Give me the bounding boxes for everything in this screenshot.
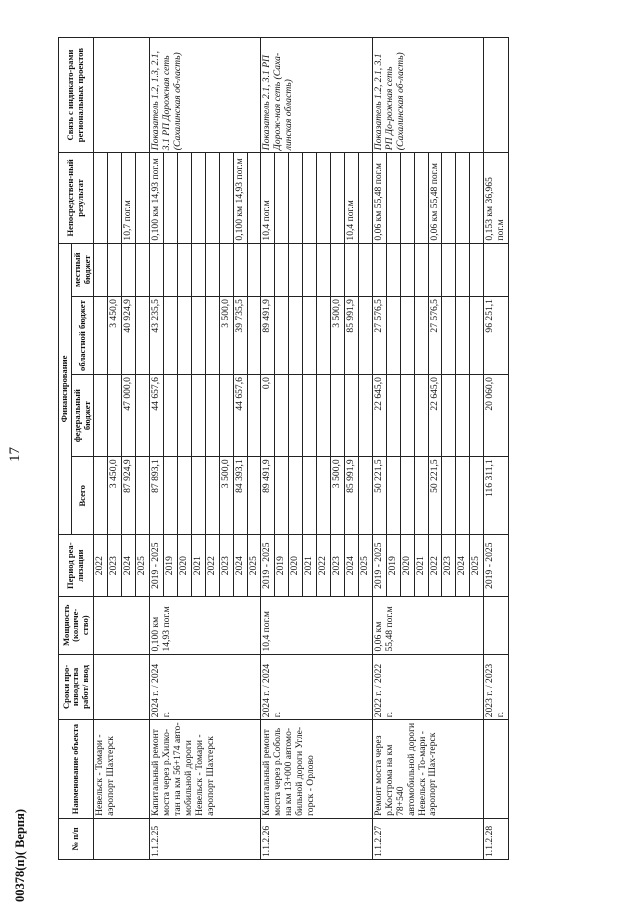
total-cell — [456, 457, 470, 535]
program-table — [58, 37, 509, 860]
federal-cell — [275, 375, 289, 457]
header-local: местный бюджет — [71, 243, 94, 296]
period-cell: 2022 — [317, 535, 331, 597]
header-period: Период реа-лизации — [59, 535, 94, 597]
object-link — [94, 38, 150, 153]
result-cell — [456, 153, 470, 243]
object-num: 1.1.2.25 — [150, 818, 261, 859]
regional-cell — [414, 297, 428, 375]
result-cell: 10,4 пог.м — [261, 153, 275, 243]
object-term: 2022 г. / 2022 г. — [372, 654, 483, 720]
result-cell — [164, 153, 178, 243]
total-cell — [442, 457, 456, 535]
total-cell — [164, 457, 178, 535]
table-row — [150, 38, 164, 860]
total-cell — [136, 457, 150, 535]
result-cell — [191, 153, 205, 243]
local-cell — [400, 243, 414, 296]
object-num — [94, 818, 150, 859]
object-term — [94, 654, 150, 720]
total-cell — [289, 457, 303, 535]
regional-cell: 3 500,0 — [331, 297, 345, 375]
local-cell — [372, 243, 386, 296]
local-cell — [344, 243, 358, 296]
object-link: Показатель 1.2, 1.3, 2.1, 3.1 РП Дорожная сеть (Сахалинская об-ласть) — [150, 38, 261, 153]
total-cell: 87 893,1 — [150, 457, 164, 535]
table-row — [261, 38, 275, 860]
local-cell — [386, 243, 400, 296]
federal-cell — [247, 375, 261, 457]
federal-cell — [136, 375, 150, 457]
result-cell: 10,4 пог.м — [344, 153, 358, 243]
period-cell: 2024 — [233, 535, 247, 597]
result-cell — [205, 153, 219, 243]
total-cell — [275, 457, 289, 535]
object-power — [484, 597, 509, 655]
total-cell — [358, 457, 372, 535]
result-cell: 0,100 км 14,93 пог.м — [233, 153, 247, 243]
table-row — [94, 38, 108, 860]
regional-cell — [317, 297, 331, 375]
total-cell — [400, 457, 414, 535]
federal-cell: 44 657,6 — [150, 375, 164, 457]
regional-cell — [275, 297, 289, 375]
federal-cell: 22 645,0 — [428, 375, 442, 457]
federal-cell: 22 645,0 — [372, 375, 386, 457]
local-cell — [456, 243, 470, 296]
total-cell: 50 221,5 — [428, 457, 442, 535]
regional-cell — [191, 297, 205, 375]
regional-cell — [205, 297, 219, 375]
federal-cell — [358, 375, 372, 457]
federal-cell — [94, 375, 108, 457]
federal-cell — [289, 375, 303, 457]
federal-cell — [442, 375, 456, 457]
local-cell — [261, 243, 275, 296]
local-cell — [233, 243, 247, 296]
regional-cell — [358, 297, 372, 375]
period-cell: 2019 — [386, 535, 400, 597]
total-cell: 50 221,5 — [372, 457, 386, 535]
total-cell — [470, 457, 484, 535]
regional-cell: 39 735,5 — [233, 297, 247, 375]
local-cell — [164, 243, 178, 296]
local-cell — [205, 243, 219, 296]
header-name: Наименование объекта — [59, 720, 94, 819]
period-cell: 2019 - 2025 — [150, 535, 164, 597]
result-cell: 0,100 км 14,93 пог.м — [150, 153, 164, 243]
regional-cell: 3 450,0 — [108, 297, 122, 375]
object-power: 0,100 км 14,93 пог.м — [150, 597, 261, 655]
result-cell — [303, 153, 317, 243]
result-cell: 0,06 км 55,48 пог.м — [372, 153, 386, 243]
regional-cell — [136, 297, 150, 375]
federal-cell — [470, 375, 484, 457]
regional-cell — [289, 297, 303, 375]
local-cell — [150, 243, 164, 296]
local-cell — [358, 243, 372, 296]
period-cell: 2023 — [219, 535, 233, 597]
period-cell: 2019 — [164, 535, 178, 597]
local-cell — [470, 243, 484, 296]
result-cell — [442, 153, 456, 243]
regional-cell: 85 991,9 — [344, 297, 358, 375]
federal-cell: 47 000,0 — [122, 375, 136, 457]
period-cell: 2019 - 2025 — [372, 535, 386, 597]
federal-cell — [456, 375, 470, 457]
total-cell — [247, 457, 261, 535]
regional-cell — [177, 297, 191, 375]
result-cell — [136, 153, 150, 243]
total-cell — [94, 457, 108, 535]
total-cell — [386, 457, 400, 535]
regional-cell — [386, 297, 400, 375]
period-cell: 2022 — [205, 535, 219, 597]
period-cell: 2022 — [94, 535, 108, 597]
regional-cell: 27 576,5 — [428, 297, 442, 375]
period-cell: 2019 - 2025 — [261, 535, 275, 597]
period-cell: 2024 — [456, 535, 470, 597]
header-power: Мощность (количе-ство) — [59, 597, 94, 655]
object-term: 2023 г. / 2023 г. — [484, 654, 509, 720]
object-link: Показатель 1.2, 2.1, 3.1 РП До-рожная сеть (Сахалинская об-ласть) — [372, 38, 483, 153]
local-cell — [177, 243, 191, 296]
local-cell — [414, 243, 428, 296]
result-cell: 0,06 км 55,48 пог.м — [428, 153, 442, 243]
result-cell — [289, 153, 303, 243]
header-link: Связь с индикато-рами региональных проектов — [59, 38, 94, 153]
federal-cell — [191, 375, 205, 457]
result-cell — [247, 153, 261, 243]
header-federal: федеральный бюджет — [71, 375, 94, 457]
header-row — [59, 38, 72, 860]
period-cell: 2023 — [331, 535, 345, 597]
local-cell — [331, 243, 345, 296]
local-cell — [122, 243, 136, 296]
total-cell: 84 393,1 — [233, 457, 247, 535]
period-cell: 2022 — [428, 535, 442, 597]
federal-cell: 0,0 — [261, 375, 275, 457]
federal-cell — [177, 375, 191, 457]
period-cell: 2025 — [470, 535, 484, 597]
regional-cell: 40 924,9 — [122, 297, 136, 375]
regional-cell — [303, 297, 317, 375]
header-total: Всего — [71, 457, 94, 535]
header-result: Непосредствен-ный результат — [59, 153, 94, 243]
result-cell — [470, 153, 484, 243]
object-name: Ремонт моста через р.Кострома на км 78+540 автомобильной дороги Невельск - То-мари - аэропорт Шах-терск — [372, 720, 483, 819]
object-name: Капитальный ремонт моста через р.Соболь на км 13+000 автомо-бильной дороги Угле-горск - Орлово — [261, 720, 372, 819]
regional-cell — [164, 297, 178, 375]
regional-cell: 3 500,0 — [219, 297, 233, 375]
period-cell: 2019 — [275, 535, 289, 597]
total-cell — [414, 457, 428, 535]
total-cell — [205, 457, 219, 535]
period-cell: 2023 — [108, 535, 122, 597]
regional-cell — [94, 297, 108, 375]
total-cell: 87 924,9 — [122, 457, 136, 535]
result-cell — [358, 153, 372, 243]
federal-cell — [317, 375, 331, 457]
regional-cell — [470, 297, 484, 375]
regional-cell: 96 251,1 — [484, 297, 509, 375]
regional-cell — [442, 297, 456, 375]
local-cell — [317, 243, 331, 296]
regional-cell — [247, 297, 261, 375]
local-cell — [94, 243, 108, 296]
result-cell — [108, 153, 122, 243]
local-cell — [247, 243, 261, 296]
result-cell: 0,153 км 36,965 пог.м — [484, 153, 509, 243]
header-regional: областной бюджет — [71, 297, 94, 375]
total-cell: 3 500,0 — [331, 457, 345, 535]
local-cell — [275, 243, 289, 296]
federal-cell: 44 657,6 — [233, 375, 247, 457]
period-cell: 2021 — [414, 535, 428, 597]
federal-cell — [164, 375, 178, 457]
result-cell — [317, 153, 331, 243]
table-row — [372, 38, 386, 860]
regional-cell: 89 491,9 — [261, 297, 275, 375]
footer-code: 00378(п)( Верпя) — [13, 808, 27, 902]
period-cell: 2025 — [136, 535, 150, 597]
regional-cell — [400, 297, 414, 375]
header-financing: Финансирование — [59, 243, 72, 535]
result-cell — [177, 153, 191, 243]
federal-cell — [344, 375, 358, 457]
period-cell: 2020 — [400, 535, 414, 597]
federal-cell — [386, 375, 400, 457]
period-cell: 2023 — [442, 535, 456, 597]
result-cell — [94, 153, 108, 243]
object-num: 1.1.2.26 — [261, 818, 372, 859]
period-cell: 2020 — [289, 535, 303, 597]
total-cell — [191, 457, 205, 535]
federal-cell — [414, 375, 428, 457]
total-cell: 116 311,1 — [484, 457, 509, 535]
result-cell — [414, 153, 428, 243]
object-name: Капитальный ремонт моста через р.Хилко-тан на км 56+174 авто-мобильной дороги Невельск - Томари - аэропорт Шахтерск — [150, 720, 261, 819]
total-cell — [303, 457, 317, 535]
object-num: 1.1.2.27 — [372, 818, 483, 859]
regional-cell — [456, 297, 470, 375]
total-cell: 85 991,9 — [344, 457, 358, 535]
total-cell: 89 491,9 — [261, 457, 275, 535]
table-row — [484, 38, 509, 860]
local-cell — [191, 243, 205, 296]
federal-cell — [205, 375, 219, 457]
header-term: Сроки про-изводства работ/ ввод — [59, 654, 94, 720]
header-num: № п/п — [59, 818, 94, 859]
object-name: Невельск - Томари - аэропорт Шахтерск — [94, 720, 150, 819]
object-num: 1.1.2.28 — [484, 818, 509, 859]
local-cell — [442, 243, 456, 296]
local-cell — [108, 243, 122, 296]
regional-cell: 43 235,5 — [150, 297, 164, 375]
local-cell — [428, 243, 442, 296]
federal-cell: 20 060,0 — [484, 375, 509, 457]
period-cell: 2024 — [344, 535, 358, 597]
federal-cell — [303, 375, 317, 457]
federal-cell — [400, 375, 414, 457]
local-cell — [289, 243, 303, 296]
period-cell: 2020 — [177, 535, 191, 597]
federal-cell — [108, 375, 122, 457]
local-cell — [136, 243, 150, 296]
local-cell — [303, 243, 317, 296]
period-cell: 2025 — [247, 535, 261, 597]
result-cell — [400, 153, 414, 243]
object-term: 2024 г. / 2024 г. — [150, 654, 261, 720]
local-cell — [219, 243, 233, 296]
object-link: Показатель 2.1, 3.1 РП Дорож-ная сеть (Саха-линская область) — [261, 38, 372, 153]
period-cell: 2025 — [358, 535, 372, 597]
federal-cell — [219, 375, 233, 457]
period-cell: 2019 - 2025 — [484, 535, 509, 597]
object-power — [94, 597, 150, 655]
period-cell: 2024 — [122, 535, 136, 597]
result-cell — [275, 153, 289, 243]
federal-cell — [331, 375, 345, 457]
regional-cell: 27 576,5 — [372, 297, 386, 375]
object-power: 10,4 пог.м — [261, 597, 372, 655]
page-number: 17 — [7, 447, 23, 462]
object-power: 0,06 км 55,48 пог.м — [372, 597, 483, 655]
period-cell: 2021 — [191, 535, 205, 597]
object-link — [484, 38, 509, 153]
local-cell — [484, 243, 509, 296]
period-cell: 2021 — [303, 535, 317, 597]
result-cell — [331, 153, 345, 243]
total-cell: 3 500,0 — [219, 457, 233, 535]
object-name — [484, 720, 509, 819]
result-cell — [219, 153, 233, 243]
total-cell: 3 450,0 — [108, 457, 122, 535]
total-cell — [317, 457, 331, 535]
result-cell: 10,7 пог.м — [122, 153, 136, 243]
total-cell — [177, 457, 191, 535]
object-term: 2024 г. / 2024 г. — [261, 654, 372, 720]
result-cell — [386, 153, 400, 243]
